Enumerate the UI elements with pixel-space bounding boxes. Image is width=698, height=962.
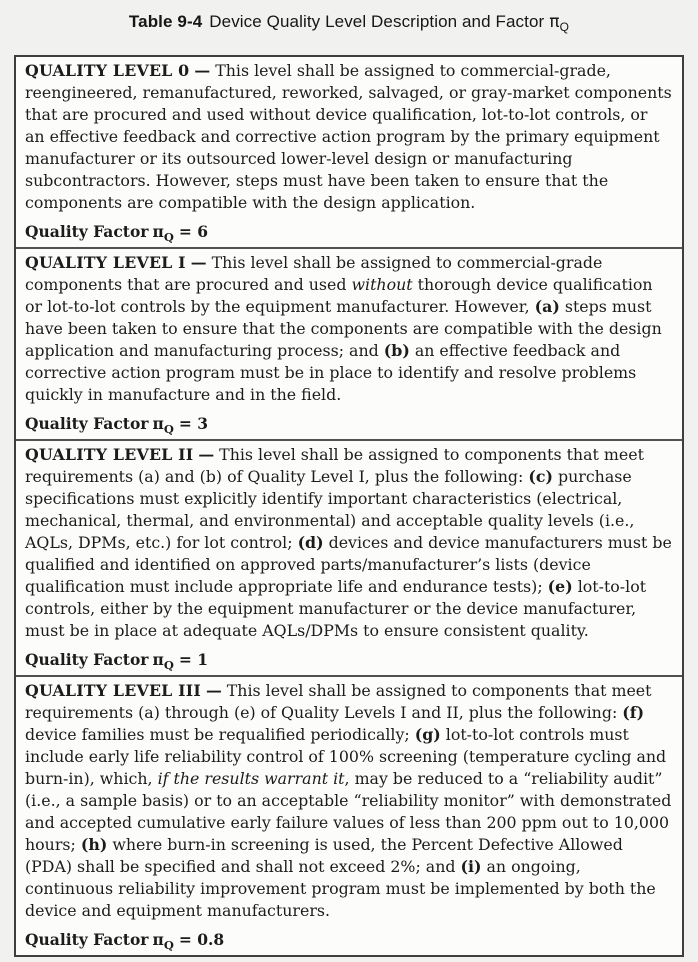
quality-factor-value: = 6 xyxy=(178,222,209,241)
description-segment: (h) xyxy=(80,835,108,854)
heading-dash: — xyxy=(190,253,207,272)
description-segment: (e) xyxy=(547,577,573,596)
quality-factor-value: = 0.8 xyxy=(178,930,225,949)
pi-symbol: π xyxy=(152,650,164,669)
quality-factor-label: Quality Factor xyxy=(25,222,149,241)
quality-level-heading: QUALITY LEVEL III xyxy=(25,681,201,700)
description-segment: (i) xyxy=(460,857,482,876)
description-segment: devices and device manufacturers must be qualified and identified on approved parts/manufacturer’s lists (device qualification must include appropriate life and endurance tests); xyxy=(25,533,672,596)
description-segment: (f) xyxy=(622,703,645,722)
description-segment: lot-to-lot controls, either by the equipment manufacturer or the device manufacturer, must be in place at adequate AQLs/DPMs to ensure consistent quality. xyxy=(25,577,647,640)
quality-level-section xyxy=(16,249,682,441)
description-segment: (b) xyxy=(383,341,410,360)
description-segment: an ongoing, continuous reliability improvement program must be implemented by both the device and equipment manufacturers. xyxy=(25,857,656,920)
quality-level-table xyxy=(14,55,684,957)
quality-level-description xyxy=(25,444,672,642)
description-segment: (g) xyxy=(414,725,441,744)
pi-subscript-title: Q xyxy=(559,20,570,34)
description-segment: (a) xyxy=(534,297,560,316)
quality-level-section xyxy=(16,57,682,249)
pi-symbol: π xyxy=(152,222,164,241)
quality-factor-label: Quality Factor xyxy=(25,930,149,949)
description-segment: where burn-in screening is used, the Percent Defective Allowed (PDA) shall be specified and shall not exceed 2%; and xyxy=(25,835,623,876)
description-segment: This level shall be assigned to components that meet requirements (a) through (e) of Quality Levels I and II, plus the following: xyxy=(25,681,652,722)
quality-level-heading: QUALITY LEVEL II xyxy=(25,445,194,464)
quality-factor-label: Quality Factor xyxy=(25,414,149,433)
pi-subscript: Q xyxy=(163,230,174,244)
quality-factor-value: = 3 xyxy=(178,414,209,433)
quality-factor-line xyxy=(25,221,672,242)
quality-level-section xyxy=(16,677,682,955)
description-segment: This level shall be assigned to commercial-grade, reengineered, remanufactured, reworked, salvaged, or gray-market components that are procured and used without device qualification, lot-to-lot controls, or an effective feedback and corrective action program by the primary equipment manufacturer or its outsourced lower-level design or manufacturing subcontractors. However, steps must have been taken to ensure that the components are compatible with the design application. xyxy=(25,61,672,212)
quality-factor-line xyxy=(25,413,672,434)
quality-level-description xyxy=(25,60,672,214)
description-segment: This level shall be assigned to commercial-grade components that are procured and used xyxy=(25,253,603,294)
quality-factor-line xyxy=(25,929,672,950)
pi-subscript: Q xyxy=(163,658,174,672)
heading-dash: — xyxy=(194,61,211,80)
pi-subscript: Q xyxy=(163,422,174,436)
table-number: Table 9-4 xyxy=(128,12,203,31)
description-segment: without xyxy=(351,275,413,294)
description-segment: This level shall be assigned to components that meet requirements (a) and (b) of Quality Level I, plus the following: xyxy=(25,445,644,486)
quality-level-section xyxy=(16,441,682,677)
description-segment: steps must have been taken to ensure that the components are compatible with the design application and manufacturing process; and xyxy=(25,297,662,360)
description-segment: thorough device qualification or lot-to-lot controls by the equipment manufacturer. However, xyxy=(25,275,653,316)
table-title xyxy=(0,0,698,32)
description-segment: (c) xyxy=(528,467,553,486)
pi-symbol: π xyxy=(152,930,164,949)
quality-level-heading: QUALITY LEVEL I xyxy=(25,253,186,272)
quality-level-description xyxy=(25,680,672,922)
heading-dash: — xyxy=(198,445,215,464)
description-segment: if the results warrant it xyxy=(157,769,345,788)
pi-symbol-title: π xyxy=(549,12,560,32)
pi-symbol: π xyxy=(152,414,164,433)
description-segment: (d) xyxy=(297,533,324,552)
quality-factor-value: = 1 xyxy=(178,650,209,669)
description-segment: device families must be requalified periodically; xyxy=(25,725,415,744)
heading-dash: — xyxy=(205,681,222,700)
quality-factor-line xyxy=(25,649,672,670)
quality-level-heading: QUALITY LEVEL 0 xyxy=(25,61,190,80)
description-segment: an effective feedback and corrective action program must be in place to identify and resolve problems quickly in manufacture and in the field. xyxy=(25,341,637,404)
description-segment: purchase specifications must explicitly identify important characteristics (electrical, mechanical, thermal, and environmental) and acceptable quality levels (i.e., AQLs, DPMs, etc.) for lot control; xyxy=(25,467,635,552)
quality-level-description xyxy=(25,252,672,406)
table-caption: Device Quality Level Description and Factor xyxy=(209,12,545,31)
description-segment: lot-to-lot controls must include early life reliability control of 100% screening (temperature cycling and burn-in), which, xyxy=(25,725,667,788)
quality-factor-label: Quality Factor xyxy=(25,650,149,669)
pi-subscript: Q xyxy=(163,938,174,952)
description-segment: , may be reduced to a “reliability audit” (i.e., a sample basis) or to an acceptable “reliability monitor” with demonstrated and accepted cumulative early failure values of less than 200 ppm out to 10,000 hours; xyxy=(25,769,672,854)
